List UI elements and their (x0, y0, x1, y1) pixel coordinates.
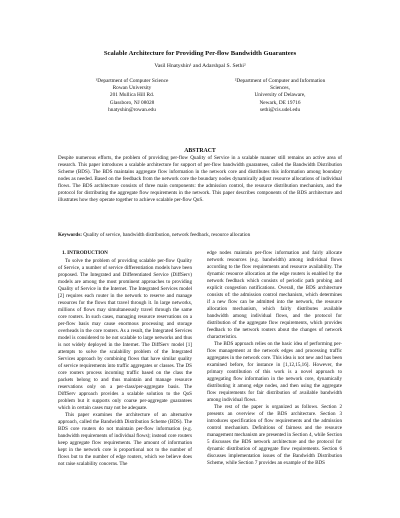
paragraph: This paper examines the architecture of an alternative approach, called the Bandwidth Distribution Scheme (BDS). The BDS core routers do not maintain per-flow information (e.g. bandwidth requirements of individual flows); instead core routers keep aggregate flow requirements. The amount of information kept in the network core is proportional not to the number of flows but to the number of edge routers, which we believe does not raise scalability concerns. The (58, 412, 192, 467)
affiliation-line: Rowan University (112, 85, 152, 92)
affiliation-line: Glassboro, NJ 08028 (109, 99, 155, 106)
paper-title: Scalable Architecture for Providing Per-flow Bandwidth Guarantees (103, 50, 297, 57)
affiliation-1 (72, 78, 192, 114)
left-column (58, 250, 192, 468)
abstract-text: Despite numerous efforts, the problem of providing per-flow Quality of Service in a scalable manner still remains an active area of research. This paper introduces a scalable architecture for support of per-flow bandwidth guarantees, called the Bandwidth Distribution Scheme (BDS). The BDS maintains aggregate flow information in the network core and distributes this information among boundary nodes as needed. Based on the feedback from the network core the boundary nodes dynamically adjust resource allocations of individual flows. The BDS architecture consists of three main components: the admission control, the resource distribution mechanism, and the protocol for distributing the aggregate flow requirements in the network. This paper describes components of the BDS architecture and illustrates how they operate together to achieve scalable per-flow QoS. (58, 155, 342, 203)
affiliation-line: ¹Department of Computer Science (95, 78, 169, 84)
keywords-text: Quality of service, bandwidth distribution, network feedback, resource allocation (83, 232, 251, 238)
affiliation-line: 201 Mullica Hill Rd. (109, 92, 155, 99)
affiliation-line: Sciences, (270, 85, 290, 92)
abstract-heading: ABSTRACT (184, 148, 216, 154)
paper-authors: Vasil Hnatyshin¹ and Adarshpal S. Sethi² (154, 63, 246, 69)
paragraph: The rest of the paper is organized as follows. Section 2 presents an overview of the BDS architecture. Section 3 introduces specification of flow requirements and the admission control mechanism. Definitions of fairness and the resource management mechanism are presented in Section 4, while Section 5 discusses the BDS network architecture and the protocol for dynamic distribution of aggregate flow requirements. Section 6 discusses implementation issues of the Bandwidth Distribution Scheme, while Section 7 provides an example of the BDS (207, 404, 342, 466)
paragraph: The BDS approach relies on the basic idea of performing per-flow management at the network edges and processing traffic aggregates in the network core. This idea is not new and has been examined before, for instance in [1,12,15,16]. However, the primary contribution of this work is a novel approach to aggregating flow information in the network core, dynamically distributing it among edge nodes, and then using the aggregate flow requirements for fair distribution of available bandwidth among individual flows. (207, 341, 342, 403)
paragraph: To solve the problem of providing scalable per-flow Quality of Service, a number of service differentiation models have been proposed. The Integrated and Differentiated Service (DiffServ) models are among the most prominent approaches to providing Quality of Service in the Internet. The Integrated Services model [2] requires each router in the network to reserve and manage resources for the flows that travel through it. In large networks, millions of flows may simultaneously travel through the same core routers. In such cases, managing resource reservations on a per-flow basis may cause enormous processing and storage overheads in the core routers. As a result, the Integrated Services model is considered to be not scalable to large networks and thus is not widely deployed in the Internet. The DiffServ model [1] attempts to solve the scalability problem of the Integrated Services approach by combining flows that have similar quality of service requirements into traffic aggregates or classes. The DS core routers process incoming traffic based on the class the packets belong to and thus maintain and manage resource reservations only on a per-class/per-aggregate basis. The DiffServ approach provides a scalable solution to the QoS problem but it supports only coarse per-aggregate guarantees which in certain cases may not be adequate. (58, 258, 192, 411)
keywords-label: Keywords: (58, 232, 82, 238)
keywords-line (58, 232, 342, 238)
affiliation-line: Newark, DE 19716 (259, 99, 301, 106)
right-column (207, 250, 342, 467)
affiliation-email: sethi@cis.udel.edu (259, 106, 301, 113)
affiliation-email: hnatyshin@rowan.edu (108, 106, 156, 113)
affiliation-line: ²Department of Computer and Information (234, 78, 326, 84)
affiliation-2 (210, 78, 350, 114)
affiliation-line: University of Delaware, (254, 92, 306, 99)
paragraph: edge nodes maintain per-flow information and fairly allocate network resources (e.g. bandwidth) among individual flows according to the flow requirements and resource availability. The dynamic resource allocation at the edge routers is enabled by the network feedback which consists of periodic path probing and explicit congestion notifications. Overall, the BDS architecture consists of: the admission control mechanism, which determines if a new flow can be admitted into the network, the resource allocation mechanism, which fairly distributes available bandwidth among individual flows, and the protocol for distribution of the aggregate flow requirements, which provides feedback to the network routers about the changes of network characteristics. (207, 250, 342, 340)
section-heading: 1. INTRODUCTION (62, 250, 108, 256)
